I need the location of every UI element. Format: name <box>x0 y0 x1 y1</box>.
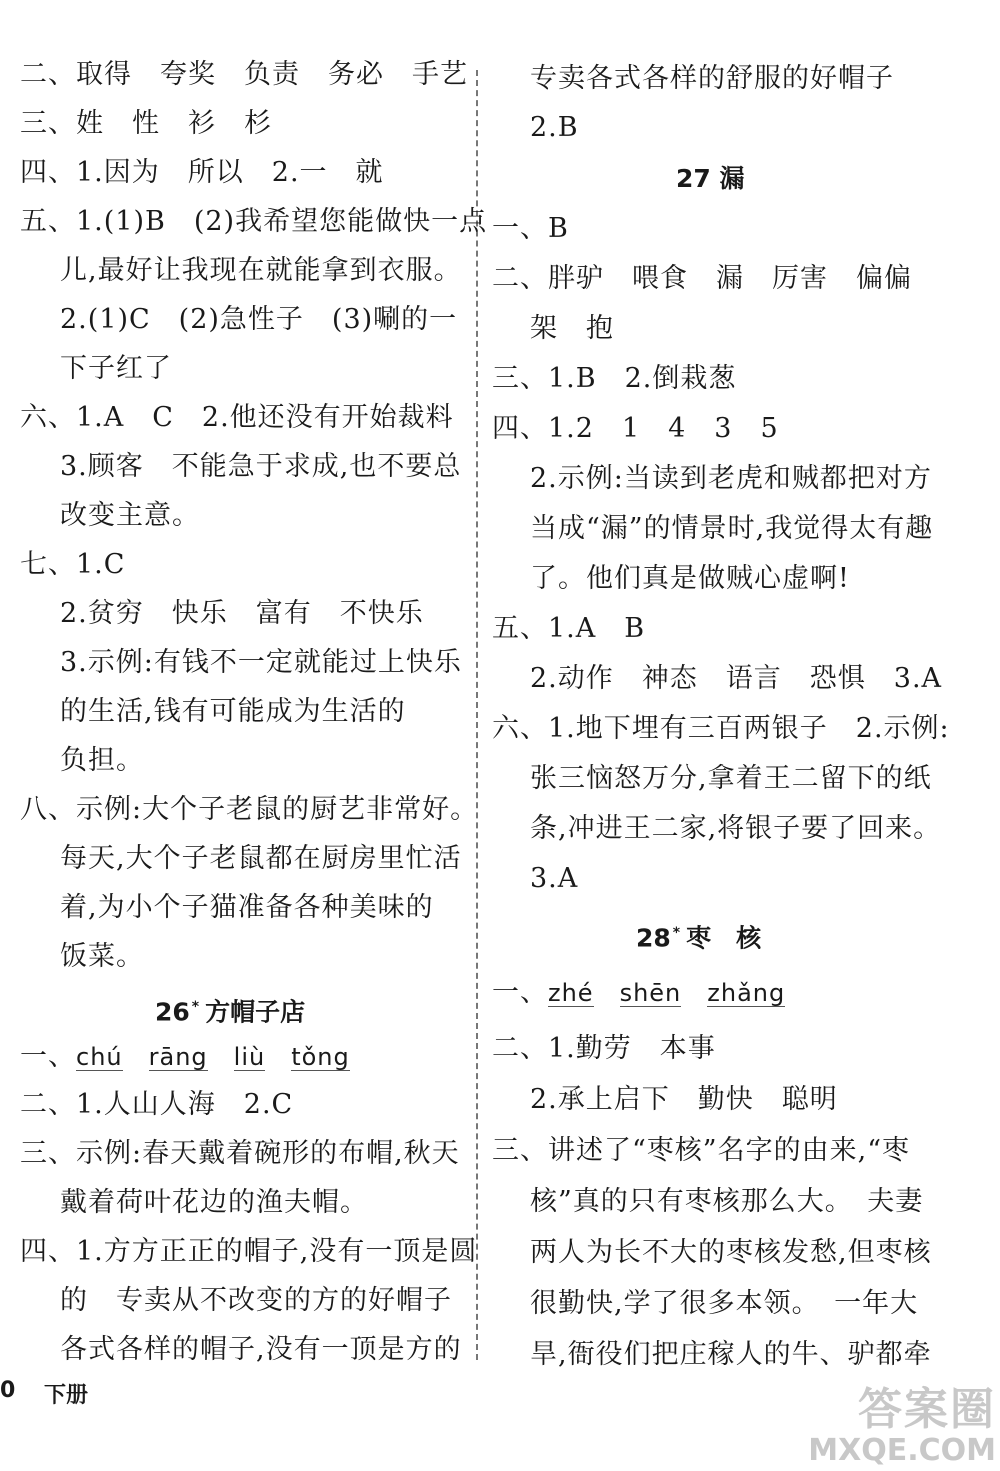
item-number: 一、 <box>492 977 548 1008</box>
answer-line: 专卖各式各样的舒服的好帽子 <box>530 63 894 94</box>
optional-mark: * <box>191 999 200 1015</box>
answer-line: 条,冲进王二家,将银子要了回来。 <box>530 813 942 844</box>
heading-title: 枣 核 <box>686 923 762 953</box>
answer-line: 2.贫穷 快乐 富有 不快乐 <box>60 598 424 629</box>
answer-line: 了。他们真是做贼心虚啊! <box>530 563 850 594</box>
volume-label: 下册 <box>44 1383 89 1408</box>
pinyin-line <box>492 976 811 1010</box>
section-heading-28 <box>636 916 761 955</box>
answer-line: 旱,衙役们把庄稼人的牛、驴都牵 <box>530 1339 932 1370</box>
answer-line: 六、1.A C 2.他还没有开始裁料 <box>20 402 454 433</box>
answer-line: 四、1.因为 所以 2.一 就 <box>20 157 384 188</box>
answer-line: 很勤快,学了很多本领。 一年大 <box>530 1288 919 1319</box>
answer-line: 五、1.A B <box>492 613 646 644</box>
answer-line: 五、1.(1)B (2)我希望您能做快一点 <box>20 206 488 237</box>
answer-line: 各式各样的帽子,没有一顶是方的 <box>60 1334 462 1365</box>
answer-line: 二、取得 夸奖 负责 务必 手艺 <box>20 59 468 90</box>
answer-line: 三、姓 性 衫 杉 <box>20 108 272 139</box>
answer-line: 儿,最好让我现在就能拿到衣服。 <box>60 255 462 286</box>
answer-line: 六、1.地下埋有三百两银子 2.示例: <box>492 713 950 744</box>
answer-line: 三、1.B 2.倒栽葱 <box>492 363 737 394</box>
watermark-text: 答案圈 <box>858 1384 996 1435</box>
answer-line: 3.示例:有钱不一定就能过上快乐 <box>60 647 462 678</box>
optional-mark: * <box>672 925 681 941</box>
answer-line: 一、B <box>492 213 569 244</box>
heading-number: 26 <box>155 997 190 1027</box>
answer-line: 的生活,钱有可能成为生活的 <box>60 696 406 727</box>
answer-line: 2.B <box>530 112 579 143</box>
answer-line: 的 专卖从不改变的方的好帽子 <box>60 1285 452 1316</box>
answer-line: 二、胖驴 喂食 漏 厉害 偏偏 <box>492 263 912 294</box>
page-number: 0 <box>0 1378 16 1403</box>
pinyin-answer: tǒng <box>291 1043 350 1071</box>
heading-number: 28 <box>636 923 671 953</box>
answer-line: 2.示例:当读到老虎和贼都把对方 <box>530 463 932 494</box>
answer-line: 每天,大个子老鼠都在厨房里忙活 <box>60 843 462 874</box>
section-heading-27: 27 漏 <box>676 164 745 193</box>
pinyin-answer: zhé <box>548 979 594 1007</box>
pinyin-answer: rāng <box>148 1043 208 1071</box>
answer-line: 2.承上启下 勤快 聪明 <box>530 1084 838 1115</box>
watermark <box>808 1385 996 1467</box>
answer-line: 当成“漏”的情景时,我觉得太有趣 <box>530 513 934 544</box>
column-divider <box>476 70 478 1360</box>
answer-line: 四、1.2 1 4 3 5 <box>492 413 779 444</box>
answer-line: 八、示例:大个子老鼠的厨艺非常好。 <box>20 794 479 825</box>
pinyin-answer: liù <box>233 1043 266 1071</box>
answer-line: 两人为长不大的枣核发愁,但枣核 <box>530 1237 932 1268</box>
watermark-url: MXQE.COM <box>808 1433 996 1468</box>
answer-line: 三、讲述了“枣核”名字的由来,“枣 <box>492 1135 910 1166</box>
pinyin-answer: zhǎng <box>707 979 786 1007</box>
pinyin-answer: shēn <box>619 979 682 1007</box>
answer-line: 着,为小个子猫准备各种美味的 <box>60 892 434 923</box>
answer-line: 改变主意。 <box>60 500 200 531</box>
answer-line: 七、1.C <box>20 549 126 580</box>
heading-title: 方帽子店 <box>205 997 306 1027</box>
answer-line: 张三恼怒万分,拿着王二留下的纸 <box>530 763 932 794</box>
answer-line: 戴着荷叶花边的渔夫帽。 <box>60 1187 368 1218</box>
item-number: 一、 <box>20 1041 76 1072</box>
answer-line: 2.动作 神态 语言 恐惧 3.A <box>530 663 943 694</box>
answer-line: 2.(1)C (2)急性子 (3)唰的一 <box>60 304 458 335</box>
answer-line: 二、1.勤劳 本事 <box>492 1033 716 1064</box>
pinyin-line <box>20 1040 376 1074</box>
answer-line: 3.顾客 不能急于求成,也不要总 <box>60 451 462 482</box>
answer-line: 二、1.人山人海 2.C <box>20 1089 294 1120</box>
answer-line: 下子红了 <box>60 353 172 384</box>
pinyin-answer: chú <box>76 1043 123 1071</box>
answer-line: 四、1.方方正正的帽子,没有一顶是圆 <box>20 1236 478 1267</box>
answer-line: 负担。 <box>60 745 144 776</box>
answer-line: 架 抱 <box>530 313 614 344</box>
answer-line: 饭菜。 <box>60 941 144 972</box>
answer-line: 3.A <box>530 863 579 894</box>
answer-line: 核”真的只有枣核那么大。 夫妻 <box>530 1186 924 1217</box>
answer-line: 三、示例:春天戴着碗形的布帽,秋天 <box>20 1138 460 1169</box>
section-heading-26 <box>155 990 305 1029</box>
